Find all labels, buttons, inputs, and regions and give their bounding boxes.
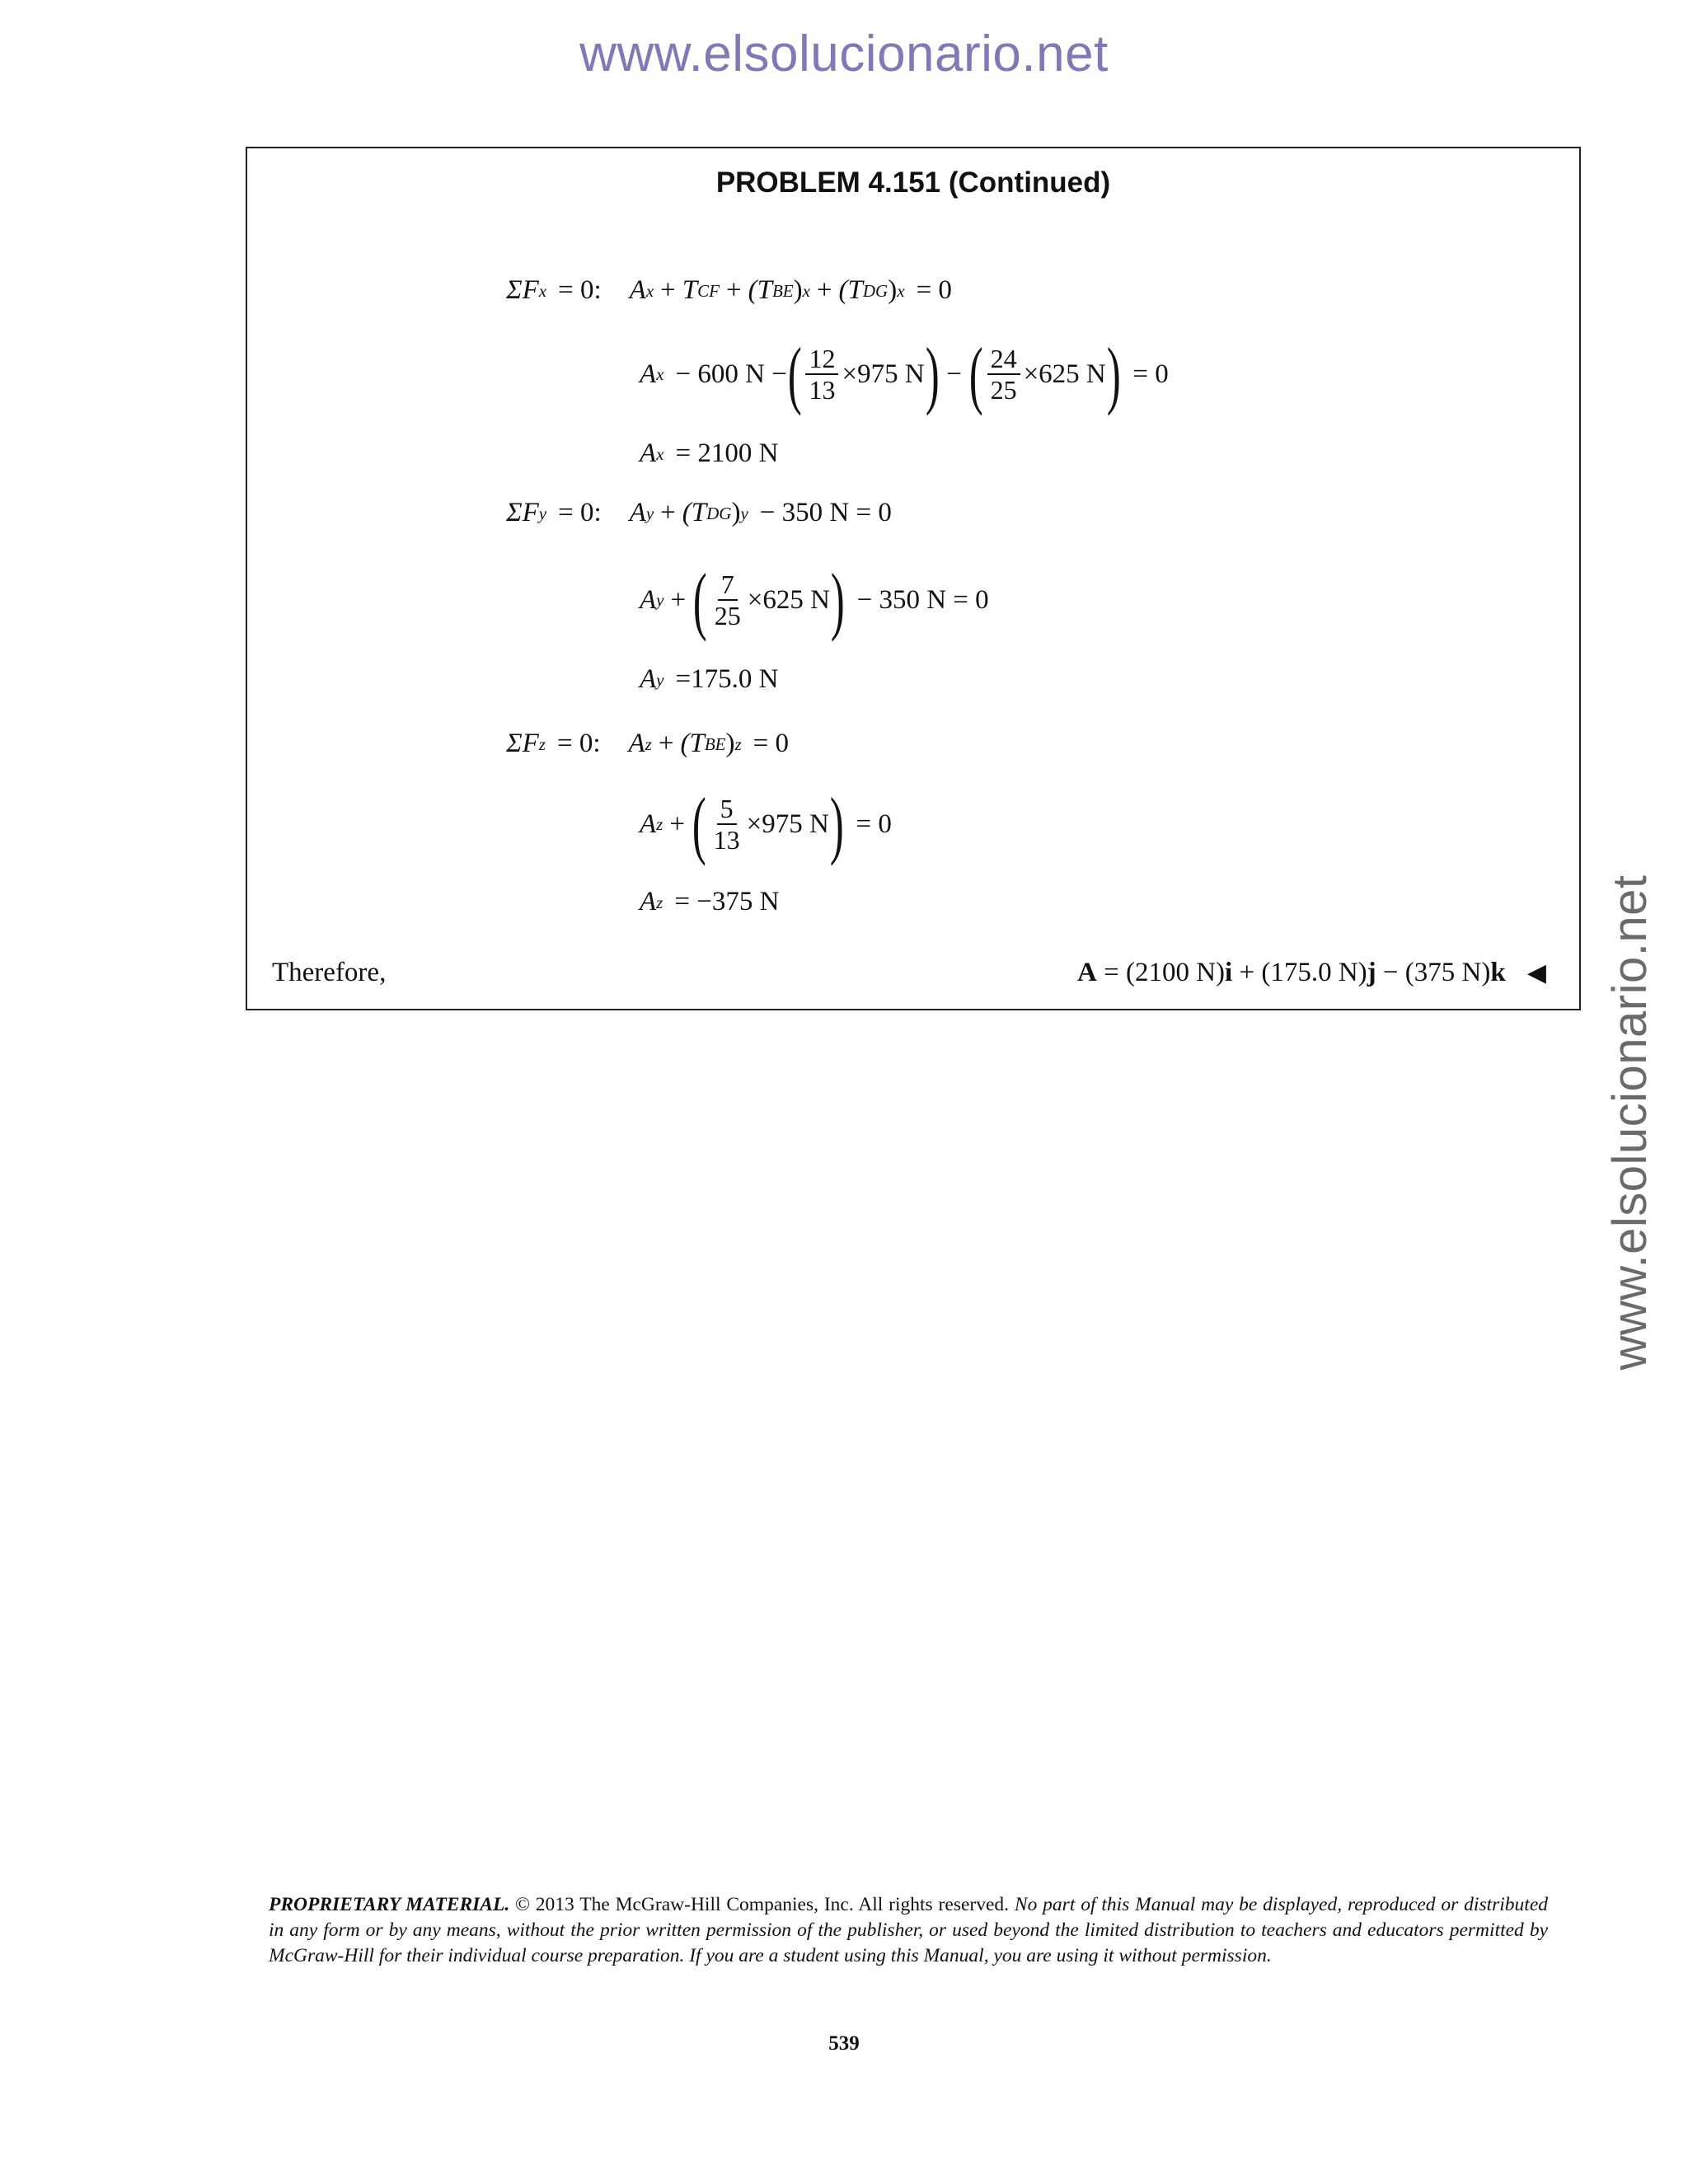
problem-box bbox=[246, 147, 1581, 1010]
copyright-footer bbox=[269, 1892, 1548, 1969]
fraction-5-13: $\frac{5}{13}$ bbox=[713, 794, 740, 855]
equation-fz-substitution: A z + ( $\frac{5}{13}$ ×975 N ) = 0 bbox=[640, 782, 892, 866]
equation-fy-substitution: A y + ( $\frac{7}{25}$ ×625 N ) − 350 N = 0 bbox=[640, 558, 989, 642]
equation-az-result: A z = −375 N bbox=[640, 887, 780, 916]
fraction-7-25: $\frac{7}{25}$ bbox=[714, 569, 741, 630]
footer-copyright: © 2013 The McGraw-Hill Companies, Inc. All rights reserved. bbox=[515, 1894, 1010, 1915]
equation-sum-fz: ΣF z = 0: A z + (T BE ) z = 0 bbox=[506, 729, 790, 758]
fraction-24-25: $\frac{24}{25}$ bbox=[987, 344, 1020, 405]
equation-sum-fy: ΣF y = 0: A y + (T DG ) y − 350 N = 0 bbox=[506, 498, 892, 527]
equation-sum-fx: ΣF x = 0: A x + T CF + (T BE ) x + (T DG ) x = 0 bbox=[506, 275, 952, 305]
equation-fx-substitution: A x − 600 N − ( $\frac{12}{13}$ ×975 N ) − ( $\frac{24}{25}$ ×625 N ) = 0 bbox=[640, 332, 1169, 416]
footer-lead: PROPRIETARY MATERIAL. bbox=[269, 1894, 510, 1915]
therefore-label: Therefore, bbox=[272, 958, 387, 987]
watermark-top: www.elsolucionario.net bbox=[579, 26, 1109, 82]
equation-ax-result: A x = 2100 N bbox=[640, 438, 779, 468]
problem-title: PROBLEM 4.151 (Continued) bbox=[715, 166, 1111, 199]
answer-marker-icon: ◀ bbox=[1526, 959, 1546, 987]
footer-note: No part of this Manual may be displayed, reproduced or distributed in any form or by any means, without the prior written permission of the publisher, or used beyond the limited distribution to teachers and educators permitted by McGraw-Hill for their individual course preparation. If you are a student using this Manual, you are using it without permission. bbox=[269, 1894, 1549, 1966]
watermark-side: www.elsolucionario.net bbox=[1603, 874, 1657, 1371]
equation-ay-result: A y =175.0 N bbox=[640, 664, 779, 694]
final-answer: A = (2100 N)i + (175.0 N)j − (375 N)k ◀ bbox=[1077, 958, 1546, 987]
fraction-12-13: $\frac{12}{13}$ bbox=[805, 344, 838, 405]
page-number: 539 bbox=[828, 2032, 860, 2055]
